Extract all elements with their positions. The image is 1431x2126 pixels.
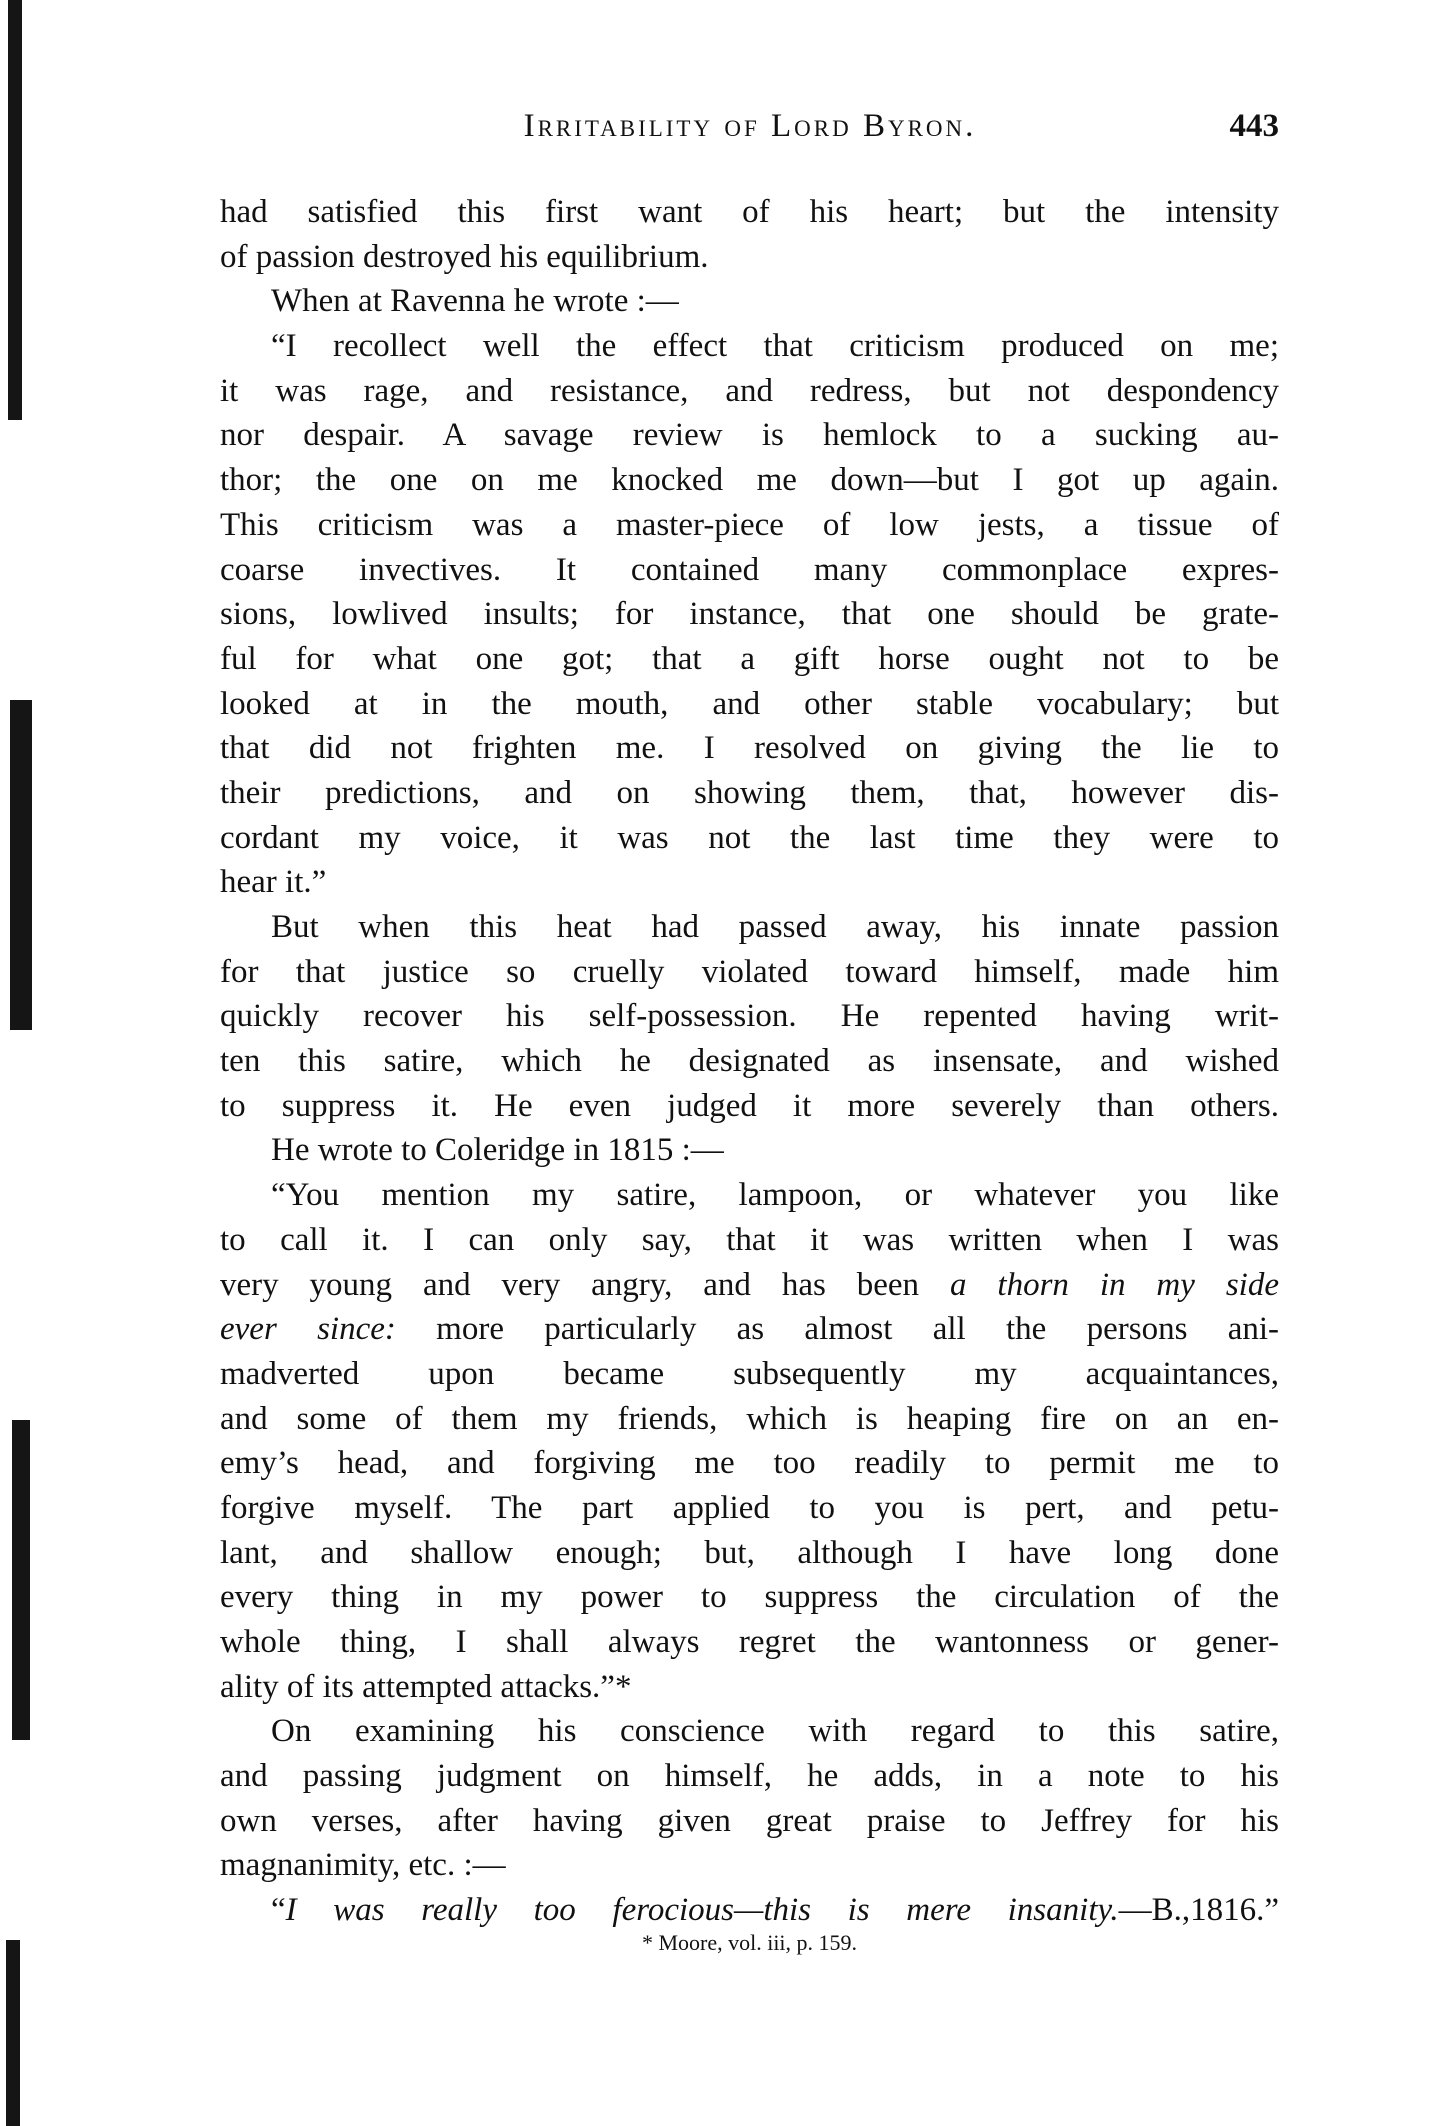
- text-segment: lant, and shallow enough; but, although I have long done: [220, 1534, 1279, 1571]
- text-line: [220, 413, 1279, 458]
- text-line: [220, 1039, 1279, 1084]
- text-segment: had satisfied this first want of his heart; but the intensity: [220, 194, 1279, 230]
- text-line: [220, 905, 1279, 950]
- scan-edge-artifact: [0, 0, 60, 2126]
- text-segment: coarse invectives. It contained many commonplace expres-: [220, 551, 1279, 588]
- text-segment: sions, lowlived insults; for instance, that one should be grate-: [220, 596, 1279, 633]
- text-line: [220, 726, 1279, 771]
- text-line: [220, 1620, 1279, 1665]
- text-segment: quickly recover his self-possession. He repented having writ-: [220, 998, 1279, 1035]
- text-segment: to suppress it. He even judged it more severely than others.: [220, 1087, 1279, 1124]
- text-segment: On examining his conscience with regard to this satire,: [271, 1713, 1279, 1750]
- text-line: [220, 1486, 1279, 1531]
- text-line: [220, 771, 1279, 816]
- text-segment: own verses, after having given great praise to Jeffrey for his: [220, 1802, 1279, 1839]
- footnote: * Moore, vol. iii, p. 159.: [641, 1930, 858, 1955]
- text-segment: more particularly as almost all the persons ani-: [395, 1311, 1280, 1348]
- text-line: [220, 1888, 1279, 1933]
- text-line: [220, 682, 1279, 727]
- text-line: [220, 190, 1279, 235]
- text-line: [220, 235, 1279, 280]
- text-line: [220, 994, 1279, 1039]
- text-segment: But when this heat had passed away, his innate passion: [271, 909, 1279, 945]
- text-segment: magnanimity, etc. :—: [220, 1847, 506, 1884]
- text-segment: their predictions, and on showing them, that, however dis-: [220, 774, 1279, 811]
- text-segment: thor; the one on me knocked me down—but I got up again.: [220, 462, 1279, 499]
- text-line: [220, 1218, 1279, 1263]
- body-text: [220, 190, 1279, 1933]
- text-line: [220, 1441, 1279, 1486]
- text-segment: it was rage, and resistance, and redress, but not despondency: [220, 372, 1279, 409]
- text-segment: of passion destroyed his equilibrium.: [220, 238, 709, 275]
- text-line: [220, 279, 1279, 324]
- text-segment: forgive myself. The part applied to you is pert, and petu-: [220, 1489, 1279, 1526]
- text-segment: every thing in my power to suppress the circulation of the: [220, 1579, 1279, 1616]
- text-segment: for that justice so cruelly violated toward himself, made him: [220, 953, 1279, 990]
- text-segment: and passing judgment on himself, he adds, in a note to his: [220, 1758, 1279, 1795]
- text-line: [220, 324, 1279, 369]
- text-line: [220, 1754, 1279, 1799]
- text-line: [220, 1665, 1279, 1710]
- text-segment: cordant my voice, it was not the last time they were to: [220, 819, 1279, 856]
- text-line: [220, 950, 1279, 995]
- text-line: [220, 1352, 1279, 1397]
- text-line: [220, 1307, 1279, 1352]
- text-segment: ten this satire, which he designated as insensate, and wished: [220, 1043, 1279, 1080]
- text-line: [220, 1173, 1279, 1218]
- text-line: [220, 637, 1279, 682]
- italic-text: ever since:: [220, 1311, 396, 1348]
- text-segment: When at Ravenna he wrote :—: [271, 283, 679, 320]
- text-line: [220, 548, 1279, 593]
- text-line: [220, 816, 1279, 861]
- text-segment: hear it.”: [220, 864, 327, 901]
- italic-text: a thorn in my side: [949, 1266, 1279, 1303]
- text-line: [220, 1575, 1279, 1620]
- text-line: [220, 1084, 1279, 1129]
- text-segment: looked at in the mouth, and other stable vocabulary; but: [220, 685, 1279, 722]
- text-line: [220, 1531, 1279, 1576]
- page-number: 443: [1229, 108, 1279, 144]
- text-segment: “I recollect well the effect that criticism produced on me;: [271, 328, 1279, 365]
- text-segment: and some of them my friends, which is heaping fire on an en-: [220, 1400, 1279, 1437]
- text-segment: He wrote to Coleridge in 1815 :—: [271, 1132, 724, 1169]
- text-segment: nor despair. A savage review is hemlock to a sucking au-: [220, 417, 1279, 454]
- text-line: [220, 860, 1279, 905]
- page-header: [220, 108, 1279, 152]
- running-title: Irritability of Lord Byron.: [523, 108, 977, 144]
- text-segment: “You mention my satire, lampoon, or whatever you like: [271, 1177, 1279, 1214]
- text-segment: madverted upon became subsequently my acquaintances,: [220, 1355, 1279, 1392]
- text-line: [220, 1397, 1279, 1442]
- text-segment: emy’s head, and forgiving me too readily to permit me to: [220, 1445, 1279, 1482]
- text-line: [220, 1843, 1279, 1888]
- text-segment: —B.,1816.”: [1118, 1892, 1279, 1929]
- text-line: [220, 1128, 1279, 1173]
- text-segment: very young and very angry, and has been: [220, 1266, 950, 1303]
- text-line: [220, 1263, 1279, 1308]
- text-line: [220, 592, 1279, 637]
- text-line: [220, 1709, 1279, 1754]
- text-line: [220, 369, 1279, 414]
- italic-text: I was really too ferocious—this is mere insanity.: [285, 1892, 1119, 1929]
- text-segment: ality of its attempted attacks.”*: [220, 1668, 632, 1705]
- text-segment: This criticism was a master-piece of low jests, a tissue of: [220, 506, 1279, 543]
- text-segment: that did not frighten me. I resolved on giving the lie to: [220, 730, 1279, 767]
- text-segment: “: [271, 1892, 286, 1929]
- text-line: [220, 503, 1279, 548]
- text-segment: to call it. I can only say, that it was written when I was: [220, 1221, 1279, 1258]
- text-line: [220, 458, 1279, 503]
- text-line: [220, 1799, 1279, 1844]
- text-segment: ful for what one got; that a gift horse ought not to be: [220, 640, 1279, 677]
- text-segment: whole thing, I shall always regret the wantonness or gener-: [220, 1624, 1279, 1660]
